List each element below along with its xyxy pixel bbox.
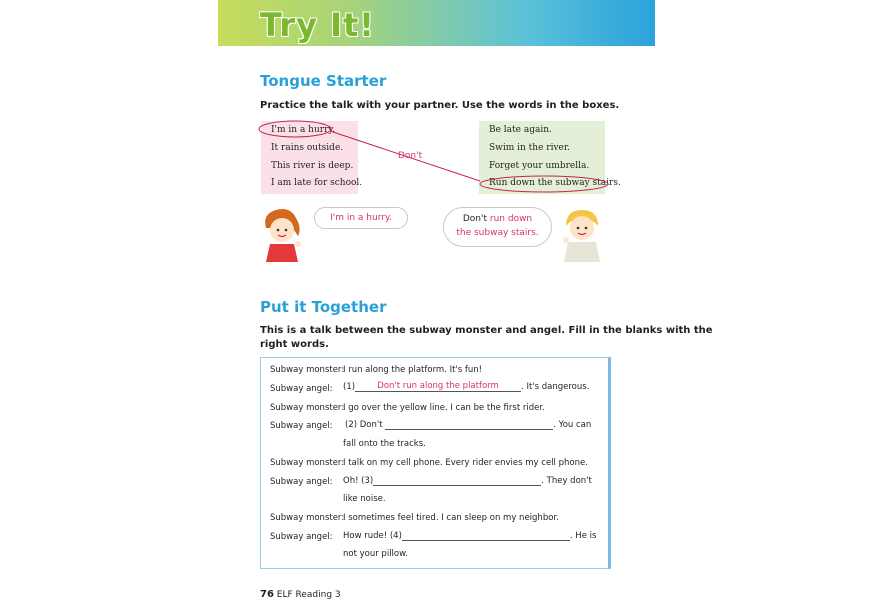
right-item: Run down the subway stairs. [489,178,621,188]
dialogue-continuation: like noise. [343,494,386,504]
left-item: I'm in a hurry. [271,125,336,135]
put-together-title: Put it Together [260,298,387,316]
speaker-label: Subway angel: [270,532,333,542]
tongue-starter-title: Tongue Starter [260,72,387,90]
speaker-label: Subway angel: [270,421,333,431]
speaker-label: Subway monster: [270,513,345,523]
right-item: Forget your umbrella. [489,161,590,171]
speaker-label: Subway angel: [270,477,333,487]
dialogue-text [343,530,596,541]
connector-label: Don't [398,151,423,161]
boy-bubble-answer: run down [489,214,533,224]
right-item: Be late again. [489,125,552,135]
exercise-box [260,357,611,569]
put-together-instruction: right words. [260,339,329,350]
speaker-label: Subway monster: [270,403,345,413]
dialogue-text: I talk on my cell phone. Every rider envies my cell phone. [343,458,588,468]
answer-blank-3[interactable] [373,475,541,486]
page-title: Try It! [260,6,375,44]
dialogue-suffix: . He is [569,531,597,541]
blank-number: Oh! (3) [343,476,374,486]
dialogue-continuation: fall onto the tracks. [343,439,426,449]
boy-speech-bubble [443,207,552,247]
dialogue-suffix: . They don't [541,476,592,486]
dialogue-suffix: . It's dangerous. [521,382,590,392]
dialogue-text: I go over the yellow line. I can be the first rider. [343,403,545,413]
dialogue-continuation: not your pillow. [343,549,408,559]
blank-number: (1) [343,382,356,392]
put-together-instruction: This is a talk between the subway monster and angel. Fill in the blanks with the [260,325,713,336]
dialogue-suffix: . You can [553,420,592,430]
page-number: 76 [260,589,274,600]
answer-text: Don't run along the platform [377,381,499,391]
book-title: ELF Reading 3 [276,590,341,600]
connector-lines [255,118,615,198]
answer-blank-1[interactable] [355,381,521,392]
right-item: Swim in the river. [489,143,571,153]
girl-speech-bubble: I'm in a hurry. [314,207,408,229]
boy-bubble-answer: the subway stairs. [456,228,539,238]
speaker-label: Subway angel: [270,384,333,394]
blank-number: How rude! (4) [343,531,402,541]
page-footer [260,589,341,600]
dialogue-text: I sometimes feel tired. I can sleep on my neighbor. [343,513,559,523]
girl-illustration [258,206,308,262]
blank-number: (2) Don't [345,420,383,430]
boy-bubble-prefix: Don't [462,214,487,224]
dialogue-text [343,475,592,486]
speaker-label: Subway monster: [270,458,345,468]
dialogue-text [343,381,589,392]
answer-blank-4[interactable] [402,530,570,541]
tongue-starter-instruction: Practice the talk with your partner. Use the words in the boxes. [260,100,620,111]
left-item: It rains outside. [271,143,344,153]
left-item: I am late for school. [271,178,363,188]
dialogue-text: I run along the platform. It's fun! [343,365,483,375]
answer-blank-2[interactable] [385,419,553,430]
boy-illustration [558,206,606,262]
left-item: This river is deep. [271,161,354,171]
speaker-label: Subway monster: [270,365,345,375]
dialogue-text [345,419,591,430]
